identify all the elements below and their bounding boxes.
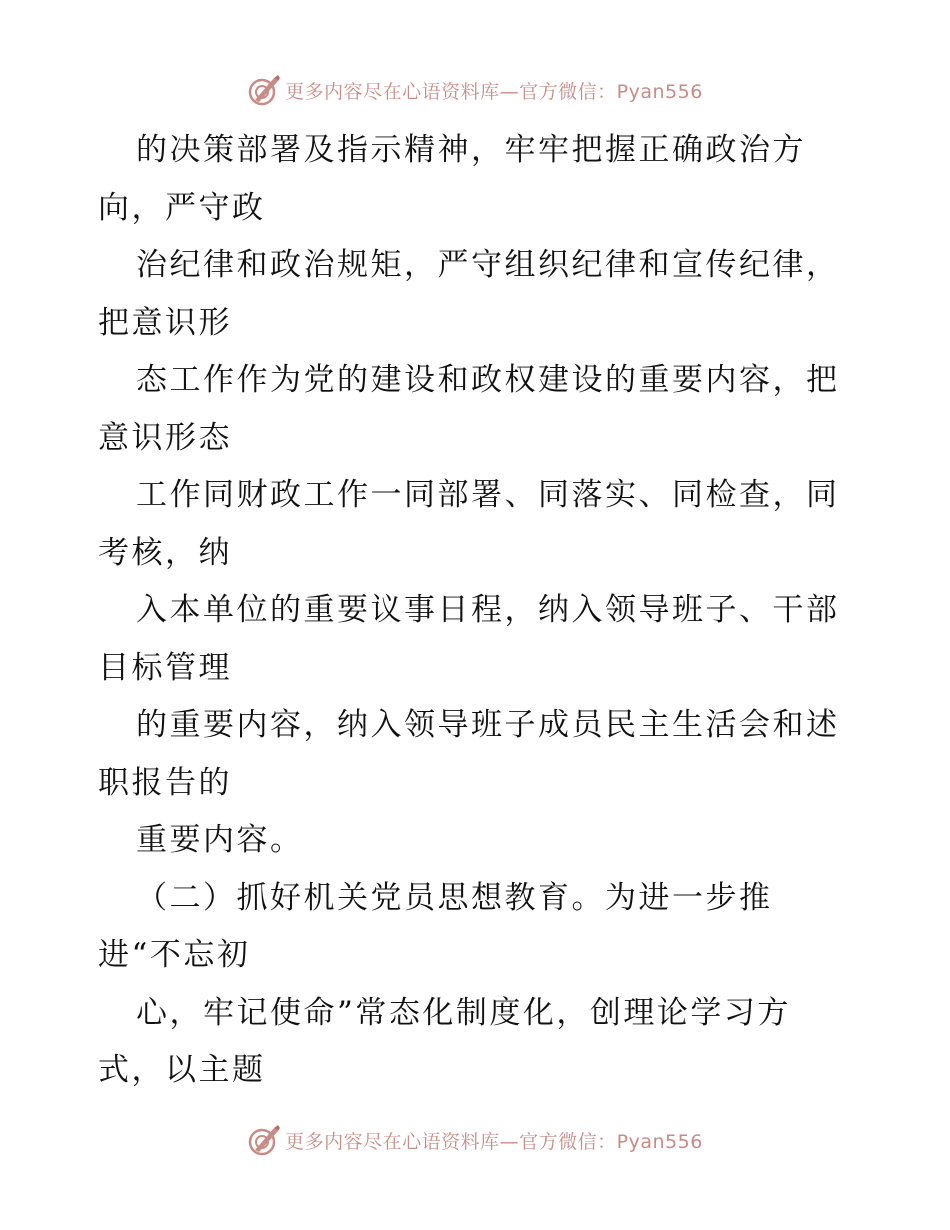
text-line: 的决策部署及指示精神，牢牢把握正确政治方: [136, 132, 806, 168]
text-line: 心，牢记使命”常态化制度化，创理论学习方: [136, 994, 791, 1031]
header-watermark: [0, 70, 950, 110]
text-line: （二）抓好机关党员思想教育。为进一步推: [136, 879, 773, 916]
text-line: 入本单位的重要议事日程，纳入领导班子、干部: [136, 592, 840, 628]
footer-watermark: [0, 1120, 950, 1160]
watermark-text: 更多内容尽在心语资料库—官方微信：Pyan556: [285, 1130, 703, 1153]
text-line: 重要内容。: [136, 822, 304, 858]
text-line: 态工作作为党的建设和政权建设的重要内容，把: [136, 362, 840, 398]
text-line: 的重要内容，纳入领导班子成员民主生活会和述: [136, 707, 840, 743]
watermark-text: 更多内容尽在心语资料库—官方微信：Pyan556: [285, 80, 703, 103]
document-body: [98, 122, 868, 1100]
text-line: 向，严守政: [98, 189, 266, 226]
pen-logo-icon: [247, 73, 281, 107]
text-line: 工作同财政工作一同部署、同落实、同检查，同: [136, 477, 840, 513]
text-line: 式，以主题: [98, 1052, 266, 1088]
text-line: 考核，纳: [98, 534, 232, 571]
text-line: 目标管理: [98, 649, 232, 686]
pen-logo-icon: [247, 1123, 281, 1157]
text-line: 职报告的: [98, 764, 232, 801]
text-line: 治纪律和政治规矩，严守组织纪律和宣传纪律，: [136, 247, 840, 283]
text-line: 意识形态: [98, 419, 232, 456]
text-line: 进“不忘初: [98, 937, 251, 973]
text-line: 把意识形: [98, 304, 232, 341]
